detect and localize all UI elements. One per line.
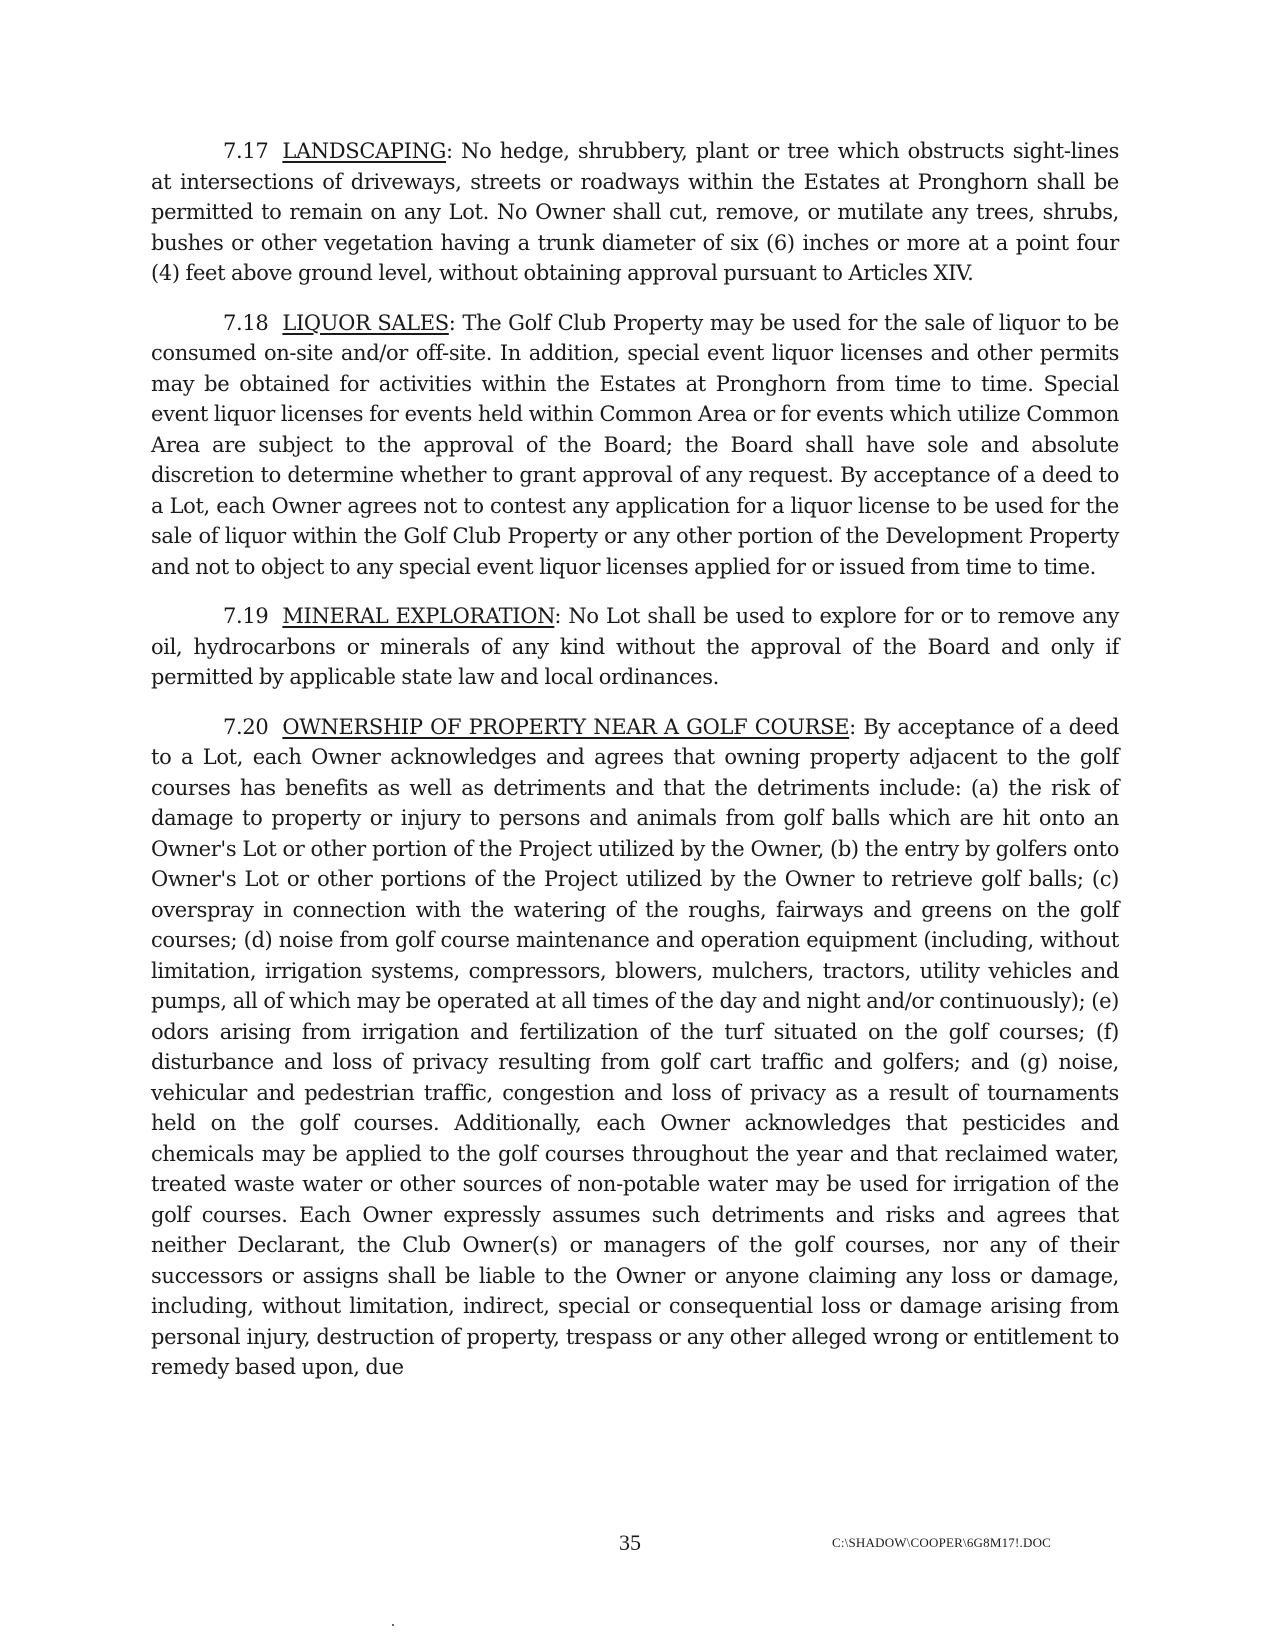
section-heading: MINERAL EXPLORATION [282,604,555,628]
file-path: C:\SHADOW\COOPER\6G8M17!.DOC [832,1535,1052,1550]
section-number: 7.17 [223,139,269,163]
section-7-19 [151,601,1119,693]
section-heading: OWNERSHIP OF PROPERTY NEAR A GOLF COURSE [282,714,850,739]
page-number: 35 [619,1530,641,1555]
section-7-20 [151,712,1119,1383]
section-7-18 [151,308,1119,583]
scan-speck [392,1624,394,1626]
section-text: : The Golf Club Property may be used for the sale of liquor to be consumed on-site and/or off-site. In addition, special event liquor licenses and other permits may be obtained for activities within the Estates at Pronghorn from time to time. Special event liquor licenses for events held within Common Area or for events which utilize Common Area are subject to the approval of the Board; the Board shall have sole and absolute discretion to determine whether to grant approval of any request. By acceptance of a deed to a Lot, each Owner agrees not to contest any application for a liquor license to be used for the sale of liquor within the Golf Club Property or any other portion of the Development Property and not to object to any special event liquor licenses applied for or issued from time to time. [151,310,1120,579]
section-number: 7.18 [223,310,269,335]
section-number: 7.20 [223,714,269,739]
section-heading: LANDSCAPING [282,139,447,163]
section-number: 7.19 [223,604,269,628]
section-7-17 [151,136,1119,289]
section-heading: LIQUOR SALES [282,310,449,335]
section-text: : No hedge, shrubbery, plant or tree which obstructs sight-lines at intersections of driveways, streets or roadways within the Estates at Pronghorn shall be permitted to remain on any Lot. No Owner shall cut, remove, or mutilate any trees, shrubs, bushes or other vegetation having a trunk diameter of six (6) inches or more at a point four (4) feet above ground level, without obtaining approval pursuant to Articles XIV. [151,139,1119,285]
document-page [151,136,1119,1402]
section-text: : No Lot shall be used to explore for or to remove any oil, hydrocarbons or minerals of any kind without the approval of the Board and only if permitted by applicable state law and local ordinances. [151,604,1120,689]
section-text: : By acceptance of a deed to a Lot, each Owner acknowledges and agrees that owning property adjacent to the golf courses has benefits as well as detriments and that the detriments include: (a) the risk of damage to property or injury to persons and animals from golf balls which are hit onto an Owner's Lot or other portion of the Project utilized by the Owner, (b) the entry by golfers onto Owner's Lot or other portions of the Project utilized by the Owner to retrieve golf balls; (c) overspray in connection with the watering of the roughs, fairways and greens on the golf courses; (d) noise from golf course maintenance and operation equipment (including, without limitation, irrigation systems, compressors, blowers, mulchers, tractors, utility vehicles and pumps, all of which may be operated at all times of the day and night and/or continuously); (e) odors arising from irrigation and fertilization of the turf situated on the golf courses; (f) disturbance and loss of privacy resulting from golf cart traffic and golfers; and (g) noise, vehicular and pedestrian traffic, congestion and loss of privacy as a result of tournaments held on the golf courses. Additionally, each Owner acknowledges that pesticides and chemicals may be applied to the golf courses throughout the year and that reclaimed water, treated waste water or other sources of non-potable water may be used for irrigation of the golf courses. Each Owner expressly assumes such detriments and risks and agrees that neither Declarant, the Club Owner(s) or managers of the golf courses, nor any of their successors or assigns shall be liable to the Owner or anyone claiming any loss or damage, including, without limitation, indirect, special or consequential loss or damage arising from personal injury, destruction of property, trespass or any other alleged wrong or entitlement to remedy based upon, due [151,714,1120,1379]
